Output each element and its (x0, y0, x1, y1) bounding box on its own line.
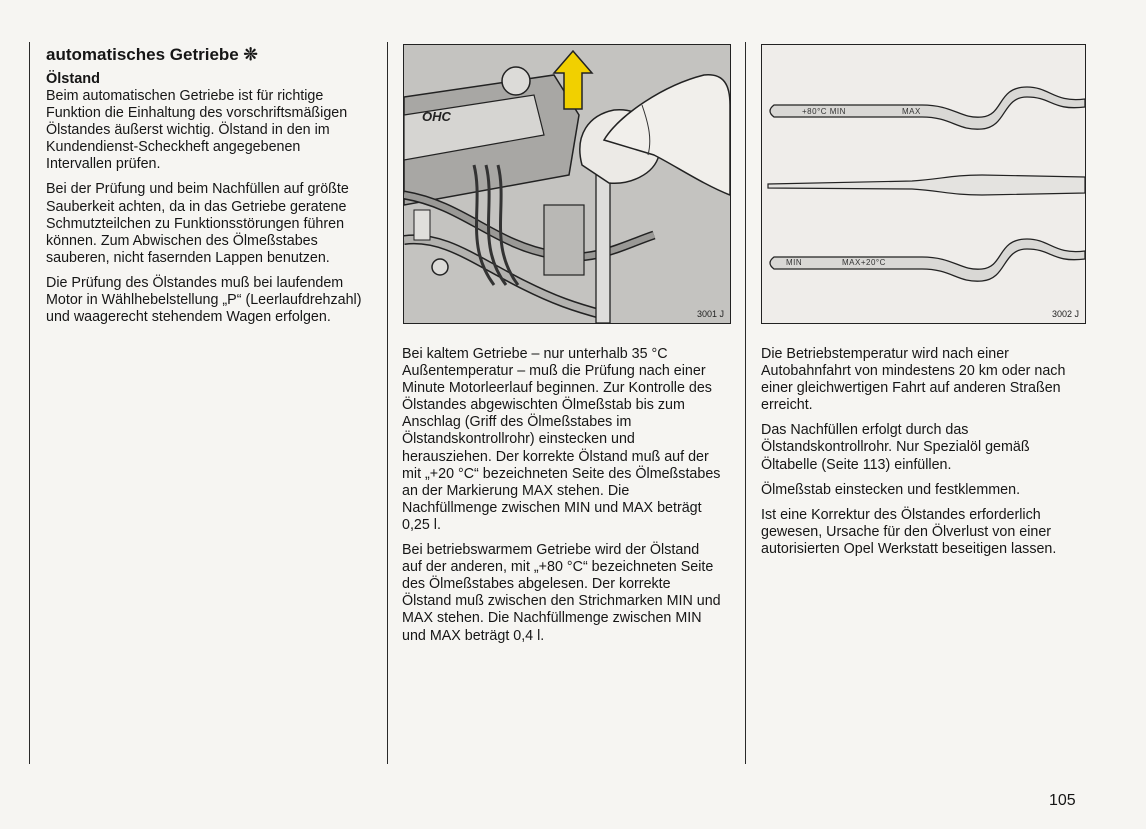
engine-dipstick-illustration (403, 44, 731, 324)
dipstick-drawing (762, 45, 1085, 323)
paragraph: Ölmeßstab einstecken und festklemmen. (761, 481, 1021, 498)
dipstick-bottom-min-label: MIN (786, 258, 803, 267)
column-divider-right (745, 42, 746, 764)
figure-code: 3002 J (1051, 309, 1079, 319)
paragraph: Die Betriebstemperatur wird nach einer Autobahnfahrt von mindestens 20 km oder nach einer gleichwertigen Fahrt auf anderen Straßen erreicht. (761, 346, 1066, 414)
dipstick-markings-illustration (761, 44, 1086, 324)
paragraph: Bei betriebswarmem Getriebe wird der Ölstand auf der anderen, mit „+80 °C“ bezeichneten Seite des Ölmeßstabes abgelesen. Der korrekte Ölstand muß zwischen den Strichmarken MIN und MAX stehen. Die Nachfüllmenge zwischen MIN und MAX beträgt 0,4 l. (402, 542, 721, 644)
column-divider-middle (387, 42, 388, 764)
middle-column (402, 346, 723, 653)
paragraph: Beim automatischen Getriebe ist für richtige Funktion die Einhaltung des vorschriftsmäßigen Ölstandes äußerst wichtig. Ölstand in den im Kundendienst-Scheckheft angegebenen Intervallen prüfen. (46, 88, 348, 173)
figure-code: 3001 J (696, 309, 724, 319)
section-heading: automatisches Getriebe ❊ (46, 45, 258, 64)
page-number: 105 (1049, 792, 1076, 809)
column-divider-left (29, 42, 30, 764)
dipstick-top-min-label: +80°C MIN (802, 107, 846, 116)
paragraph: Die Prüfung des Ölstandes muß bei laufendem Motor in Wählhebelstellung „P“ (Leerlaufdrehzahl) und waagerecht stehendem Wagen erfolgen. (46, 274, 362, 326)
dipstick-bottom-max-label: MAX+20°C (842, 258, 886, 267)
engine-drawing (404, 45, 730, 323)
right-column (761, 346, 1083, 566)
left-column (46, 45, 364, 334)
dipstick-top-max-label: MAX (902, 107, 921, 116)
section-subheading: Ölstand (46, 71, 100, 87)
paragraph: Bei kaltem Getriebe – nur unterhalb 35 °C Außentemperatur – muß die Prüfung nach einer Minute Motorleerlauf beginnen. Zur Kontrolle des Ölstandes abgewischten Ölmeßstab bis zum Anschlag (Griff des Ölmeßstabes im Ölstandskontrollrohr) einstecken und herausziehen. Der korrekte Ölstand muß auf der mit „+20 °C“ bezeichneten Seite des Ölmeßstabes an der Markierung MAX stehen. Die Nachfüllmenge zwischen MIN und MAX beträgt 0,25 l. (402, 346, 721, 533)
engine-cover-label: OHC (422, 109, 451, 124)
paragraph: Bei der Prüfung und beim Nachfüllen auf größte Sauberkeit achten, da in das Getriebe geratene Schmutzteilchen zu Funktionsstörungen führen können. Zum Abwischen des Ölmeßstabes sauberen, nicht fasernden Lappen benutzen. (46, 181, 349, 266)
paragraph: Ist eine Korrektur des Ölstandes erforderlich gewesen, Ursache für den Ölverlust von einer autorisierten Opel Werkstatt beseitigen lassen. (761, 506, 1057, 557)
paragraph: Das Nachfüllen erfolgt durch das Ölstandskontrollrohr. Nur Spezialöl gemäß Öltabelle (Seite 113) einfüllen. (761, 422, 1030, 473)
